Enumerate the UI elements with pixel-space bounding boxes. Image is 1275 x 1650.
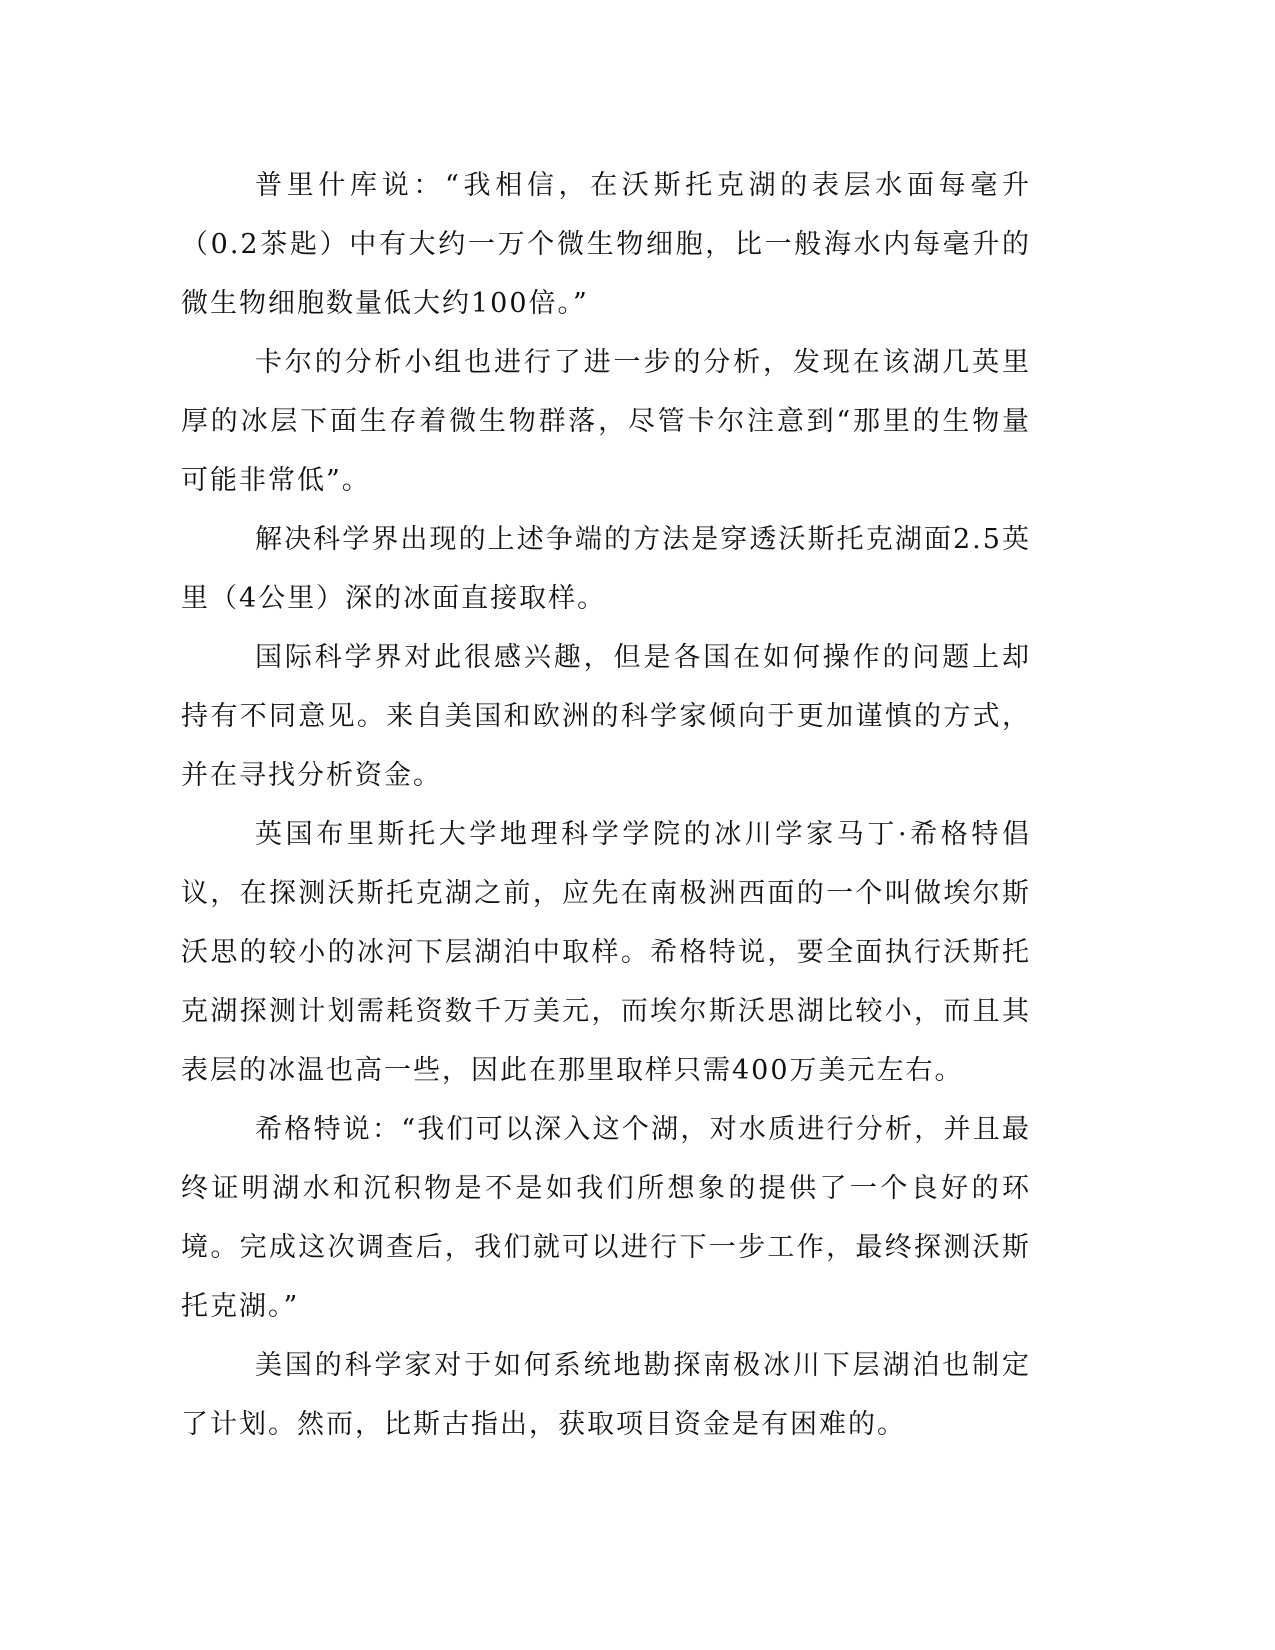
paragraph: 希格特说：“我们可以深入这个湖，对水质进行分析，并且最终证明湖水和沉积物是不是如我们所想象的提供了一个良好的环境。完成这次调查后，我们就可以进行下一步工作，最终探测沃斯托克湖。” — [181, 1114, 1031, 1322]
document-body — [181, 156, 1031, 1454]
paragraph: 美国的科学家对于如何系统地勘探南极冰川下层湖泊也制定了计划。然而，比斯古指出，获取项目资金是有困难的。 — [181, 1350, 1031, 1440]
paragraph: 国际科学界对此很感兴趣，但是各国在如何操作的问题上却持有不同意见。来自美国和欧洲的科学家倾向于更加谨慎的方式，并在寻找分析资金。 — [181, 642, 1031, 791]
paragraph: 普里什库说：“我相信，在沃斯托克湖的表层水面每毫升（0.2茶匙）中有大约一万个微生物细胞，比一般海水内每毫升的微生物细胞数量低大约100倍。” — [181, 170, 1031, 319]
paragraph: 解决科学界出现的上述争端的方法是穿透沃斯托克湖面2.5英里（4公里）深的冰面直接取样。 — [181, 524, 1031, 614]
paragraph: 英国布里斯托大学地理科学学院的冰川学家马丁·希格特倡议，在探测沃斯托克湖之前，应先在南极洲西面的一个叫做埃尔斯沃思的较小的冰河下层湖泊中取样。希格特说，要全面执行沃斯托克湖探测计划需耗资数千万美元，而埃尔斯沃思湖比较小，而且其表层的冰温也高一些，因此在那里取样只需400万美元左右。 — [181, 819, 1031, 1086]
paragraph: 卡尔的分析小组也进行了进一步的分析，发现在该湖几英里厚的冰层下面生存着微生物群落，尽管卡尔注意到“那里的生物量可能非常低”。 — [181, 347, 1031, 496]
